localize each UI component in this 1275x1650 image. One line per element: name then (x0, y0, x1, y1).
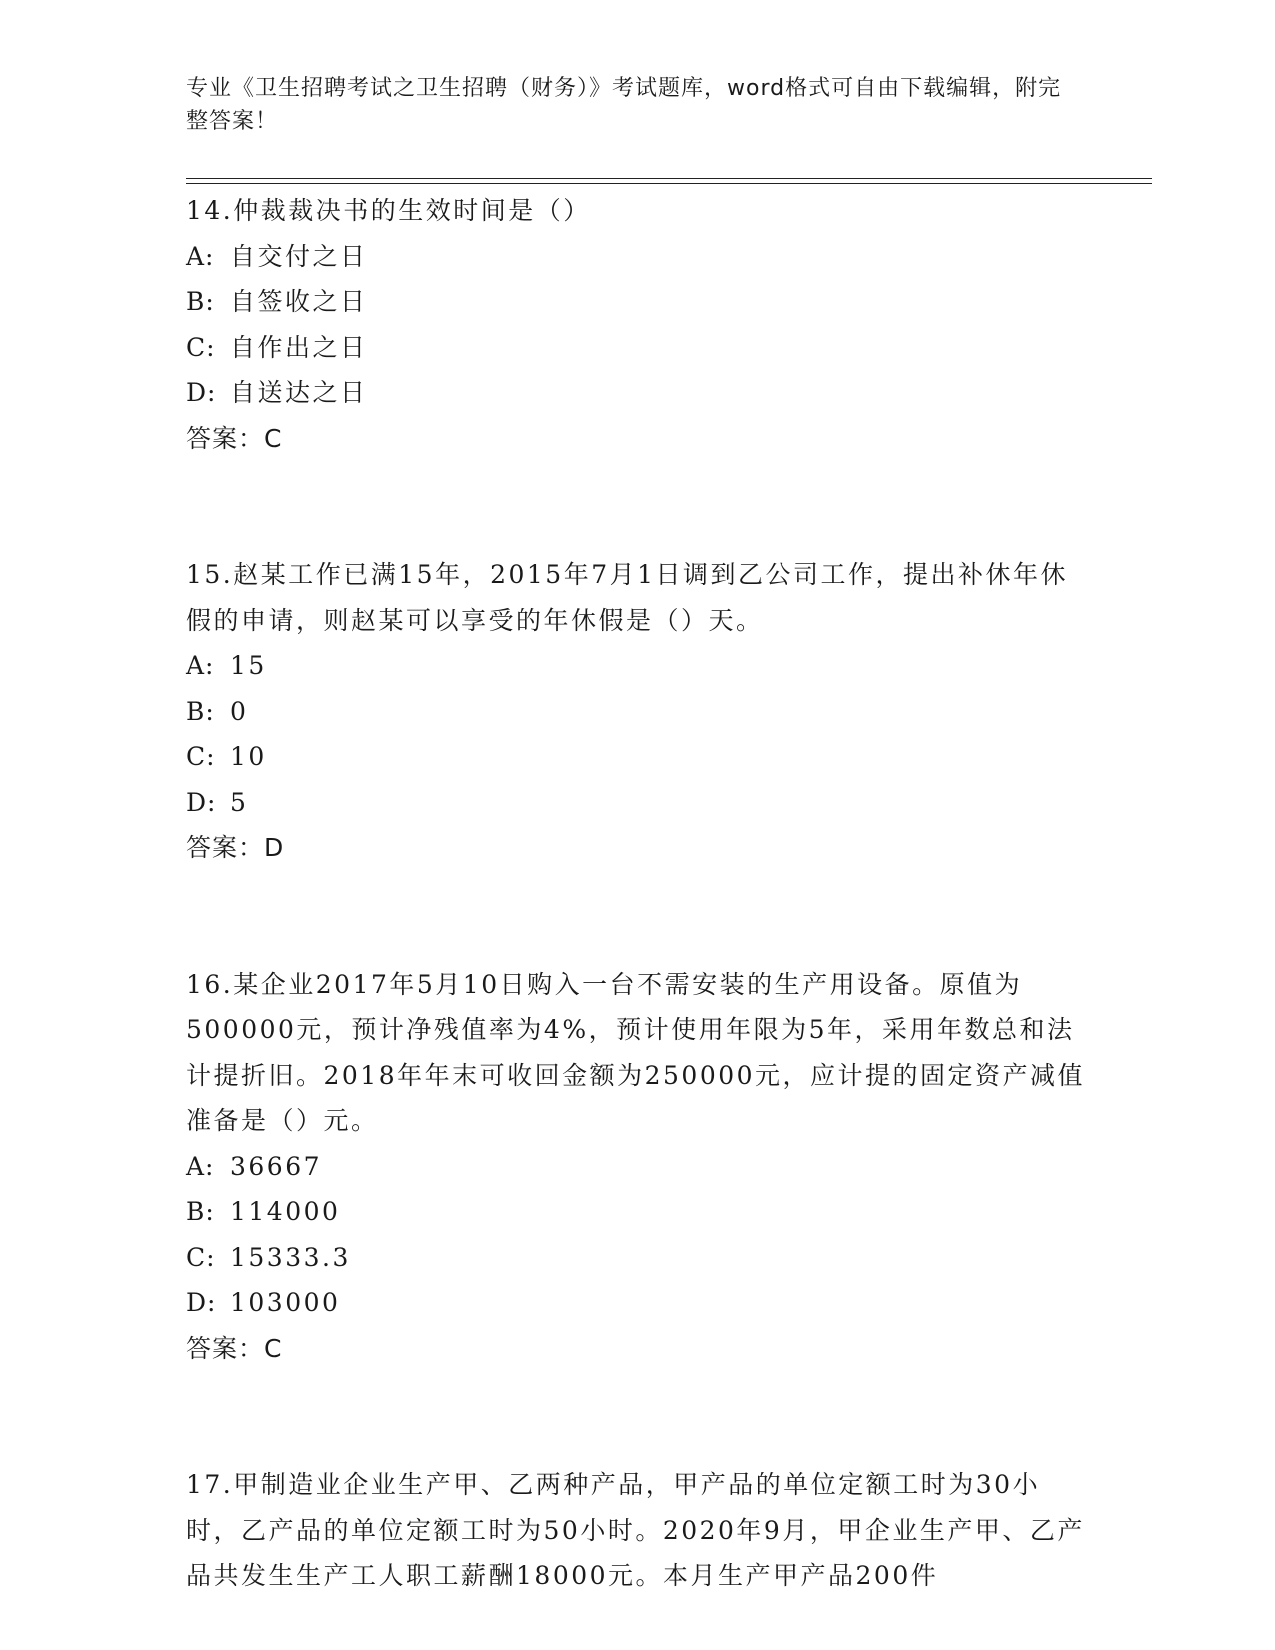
option-c (186, 734, 1086, 780)
option-text: 103000 (230, 1288, 341, 1317)
answer-line: 答案：C (186, 1333, 283, 1363)
question-17 (186, 1462, 1086, 1599)
option-label: B: (186, 287, 215, 316)
option-text: 自签收之日 (230, 287, 368, 316)
question-16 (186, 962, 1086, 1372)
option-label: A: (186, 1151, 215, 1181)
question-stem: 17.甲制造业企业生产甲、乙两种产品，甲产品的单位定额工时为30小时，乙产品的单位定额工时为50小时。2020年9月，甲企业生产甲、乙产品共发生生产工人职工薪酬18000元。本月生产甲产品200件 (186, 1470, 1085, 1590)
option-b (186, 1189, 1086, 1235)
option-label: C: (186, 332, 216, 362)
question-spacer (186, 871, 1086, 962)
option-label: B: (186, 1197, 215, 1226)
option-d (186, 1280, 1086, 1326)
option-label: A: (186, 241, 215, 271)
option-a (186, 234, 1086, 280)
header-divider (186, 178, 1152, 184)
option-label: D: (186, 1288, 217, 1317)
option-label: C: (186, 742, 216, 771)
option-b (186, 279, 1086, 325)
option-label: C: (186, 1242, 216, 1272)
option-label: A: (186, 651, 215, 680)
option-label: D: (186, 787, 217, 817)
question-stem: 14.仲裁裁决书的生效时间是（） (186, 196, 591, 225)
option-d (186, 780, 1086, 826)
question-list (186, 188, 1086, 1599)
document-header: 专业《卫生招聘考试之卫生招聘（财务）》考试题库，word格式可自由下载编辑，附完整答案！ (186, 76, 1062, 134)
question-stem: 16.某企业2017年5月10日购入一台不需安装的生产用设备。原值为500000元，预计净残值率为4%，预计使用年限为5年，采用年数总和法计提折旧。2018年年末可收回金额为250000元，应计提的固定资产减值准备是（）元。 (186, 969, 1086, 1135)
option-text: 15333.3 (230, 1242, 351, 1272)
option-c (186, 325, 1086, 371)
option-text: 114000 (230, 1197, 341, 1226)
question-spacer (186, 461, 1086, 552)
option-text: 0 (230, 696, 249, 726)
option-b (186, 689, 1086, 735)
option-text: 5 (230, 787, 249, 817)
option-text: 自交付之日 (230, 241, 368, 271)
option-c (186, 1235, 1086, 1281)
option-text: 15 (230, 651, 267, 680)
option-text: 自作出之日 (230, 332, 368, 362)
question-15 (186, 552, 1086, 871)
answer-line: 答案：D (186, 833, 285, 862)
answer-line: 答案：C (186, 423, 283, 453)
option-text: 36667 (230, 1151, 323, 1181)
question-stem: 15.赵某工作已满15年，2015年7月1日调到乙公司工作，提出补休年休假的申请，则赵某可以享受的年休假是（）天。 (186, 560, 1069, 635)
option-d (186, 370, 1086, 416)
option-a (186, 643, 1086, 689)
option-label: B: (186, 696, 215, 726)
question-spacer (186, 1371, 1086, 1462)
option-text: 10 (230, 742, 267, 771)
option-label: D: (186, 378, 217, 407)
option-text: 自送达之日 (230, 378, 368, 407)
option-a (186, 1144, 1086, 1190)
question-14 (186, 188, 1086, 461)
